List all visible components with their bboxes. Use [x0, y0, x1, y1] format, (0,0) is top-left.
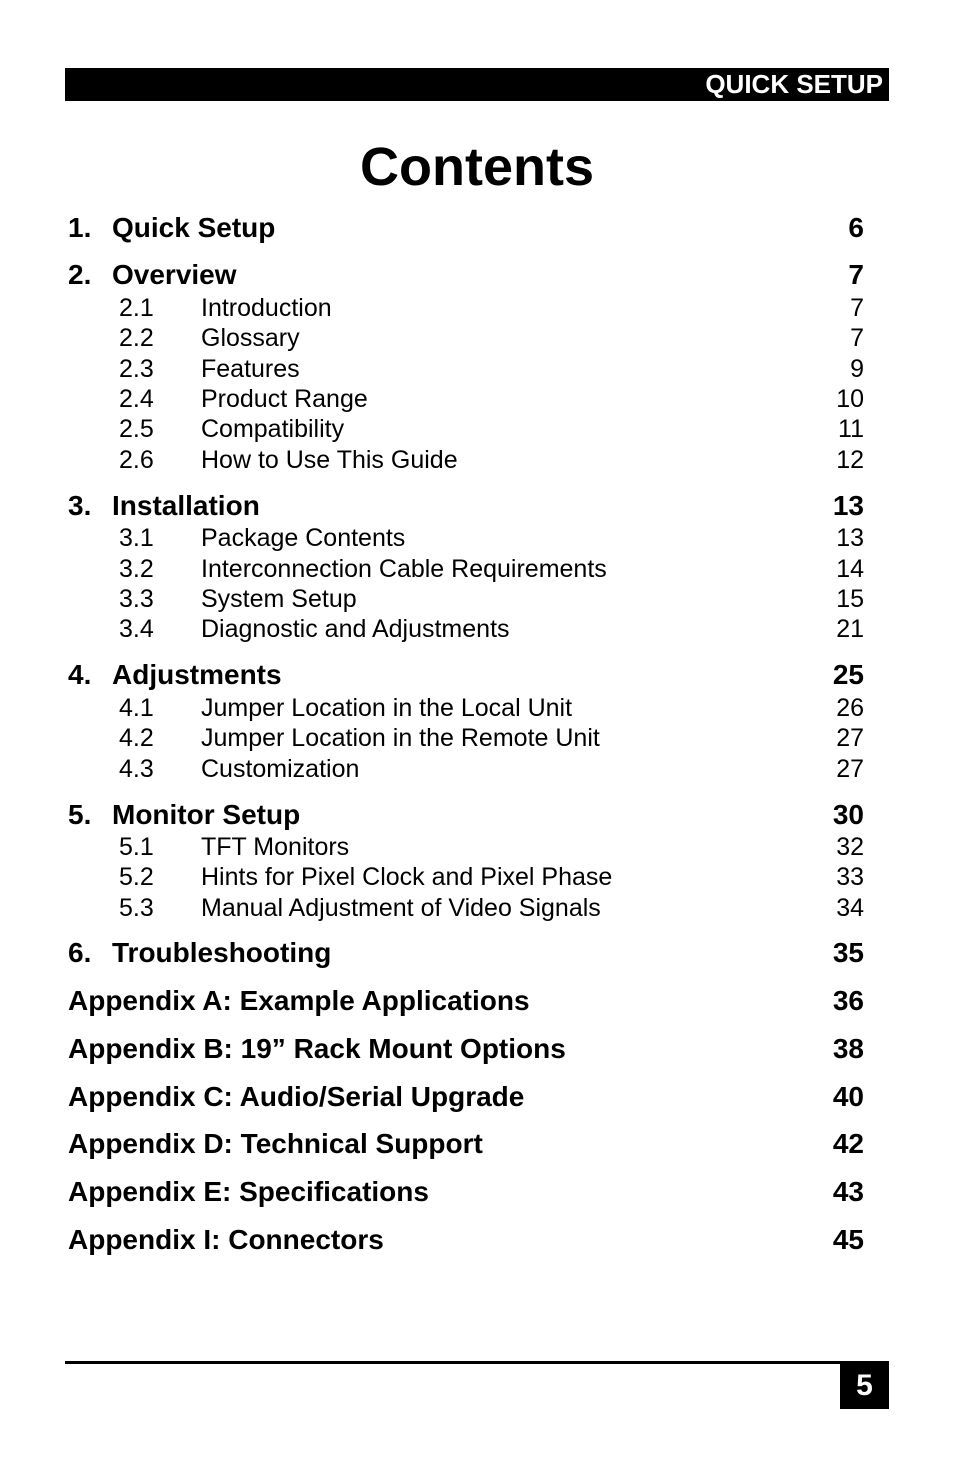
entry-title: Appendix C: Audio/Serial Upgrade [68, 1081, 525, 1112]
entry-page: 27 [836, 755, 864, 783]
entry-page: 7 [848, 259, 864, 290]
entry-number: 3.3 [119, 585, 154, 613]
entry-number: 4.3 [119, 755, 154, 783]
entry-page: 42 [832, 1128, 864, 1159]
entry-title: Introduction [201, 294, 332, 322]
entry-number: 2.1 [119, 294, 154, 322]
entry-page: 12 [836, 446, 864, 474]
page-number: 5 [840, 1362, 889, 1409]
entry-page: 33 [836, 863, 864, 891]
entry-number: 5.2 [119, 863, 154, 891]
entry-page: 38 [832, 1033, 864, 1064]
entry-title: Appendix E: Specifications [68, 1176, 429, 1207]
entry-title: Appendix A: Example Applications [68, 985, 530, 1016]
entry-page: 21 [836, 615, 864, 643]
entry-page: 15 [836, 585, 864, 613]
entry-page: 40 [832, 1081, 864, 1112]
section-label: QUICK SETUP [705, 69, 883, 99]
entry-number: 3.1 [119, 524, 154, 552]
entry-page: 25 [832, 659, 864, 690]
entry-title: Diagnostic and Adjustments [201, 615, 510, 643]
entry-title: Appendix I: Connectors [68, 1224, 384, 1255]
entry-page: 10 [836, 385, 864, 413]
entry-page: 13 [836, 524, 864, 552]
entry-title: Customization [201, 755, 360, 783]
entry-number: 4.1 [119, 694, 154, 722]
entry-page: 27 [836, 724, 864, 752]
entry-title: Glossary [201, 324, 300, 352]
entry-number: 2.5 [119, 415, 154, 443]
entry-page: 34 [836, 894, 864, 922]
entry-number: 5. [68, 799, 92, 830]
entry-title: Quick Setup [112, 212, 276, 243]
entry-title: Features [201, 355, 300, 383]
entry-number: 3. [68, 490, 92, 521]
entry-number: 5.3 [119, 894, 154, 922]
entry-page: 32 [836, 833, 864, 861]
entry-page: 7 [850, 324, 864, 352]
entry-title: Package Contents [201, 524, 406, 552]
entry-title: Jumper Location in the Remote Unit [201, 724, 600, 752]
entry-title: Appendix D: Technical Support [68, 1128, 483, 1159]
entry-page: 11 [838, 415, 864, 443]
entry-number: 2.3 [119, 355, 154, 383]
entry-title: Monitor Setup [112, 799, 301, 830]
entry-title: Manual Adjustment of Video Signals [201, 894, 601, 922]
entry-number: 3.4 [119, 615, 154, 643]
entry-title: Overview [112, 259, 237, 290]
entry-number: 2. [68, 259, 92, 290]
entry-page: 43 [832, 1176, 864, 1207]
entry-number: 2.6 [119, 446, 154, 474]
entry-number: 1. [68, 212, 92, 243]
entry-title: Compatibility [201, 415, 345, 443]
entry-number: 4. [68, 659, 92, 690]
entry-title: Product Range [201, 385, 368, 413]
entry-title: Adjustments [112, 659, 282, 690]
entry-number: 4.2 [119, 724, 154, 752]
entry-page: 35 [832, 937, 864, 968]
entry-page: 9 [850, 355, 864, 383]
entry-page: 36 [832, 985, 864, 1016]
entry-title: System Setup [201, 585, 357, 613]
entry-title: Interconnection Cable Requirements [201, 555, 607, 583]
entry-title: How to Use This Guide [201, 446, 458, 474]
page-title: Contents [360, 137, 594, 197]
entry-page: 6 [848, 212, 864, 243]
entry-title: Jumper Location in the Local Unit [201, 694, 573, 722]
entry-page: 30 [832, 799, 864, 830]
entry-number: 2.4 [119, 385, 154, 413]
entry-title: TFT Monitors [201, 833, 350, 861]
entry-number: 5.1 [119, 833, 154, 861]
entry-page: 26 [836, 694, 864, 722]
entry-title: Installation [112, 490, 260, 521]
entry-title: Hints for Pixel Clock and Pixel Phase [201, 863, 613, 891]
entry-page: 7 [850, 294, 864, 322]
entry-title: Appendix B: 19” Rack Mount Options [68, 1033, 566, 1064]
entry-page: 45 [832, 1224, 864, 1255]
entry-number: 6. [68, 937, 92, 968]
entry-number: 3.2 [119, 555, 154, 583]
footer-divider [65, 1361, 889, 1364]
entry-page: 13 [832, 490, 864, 521]
entry-page: 14 [836, 555, 864, 583]
entry-title: Troubleshooting [112, 937, 332, 968]
entry-number: 2.2 [119, 324, 154, 352]
